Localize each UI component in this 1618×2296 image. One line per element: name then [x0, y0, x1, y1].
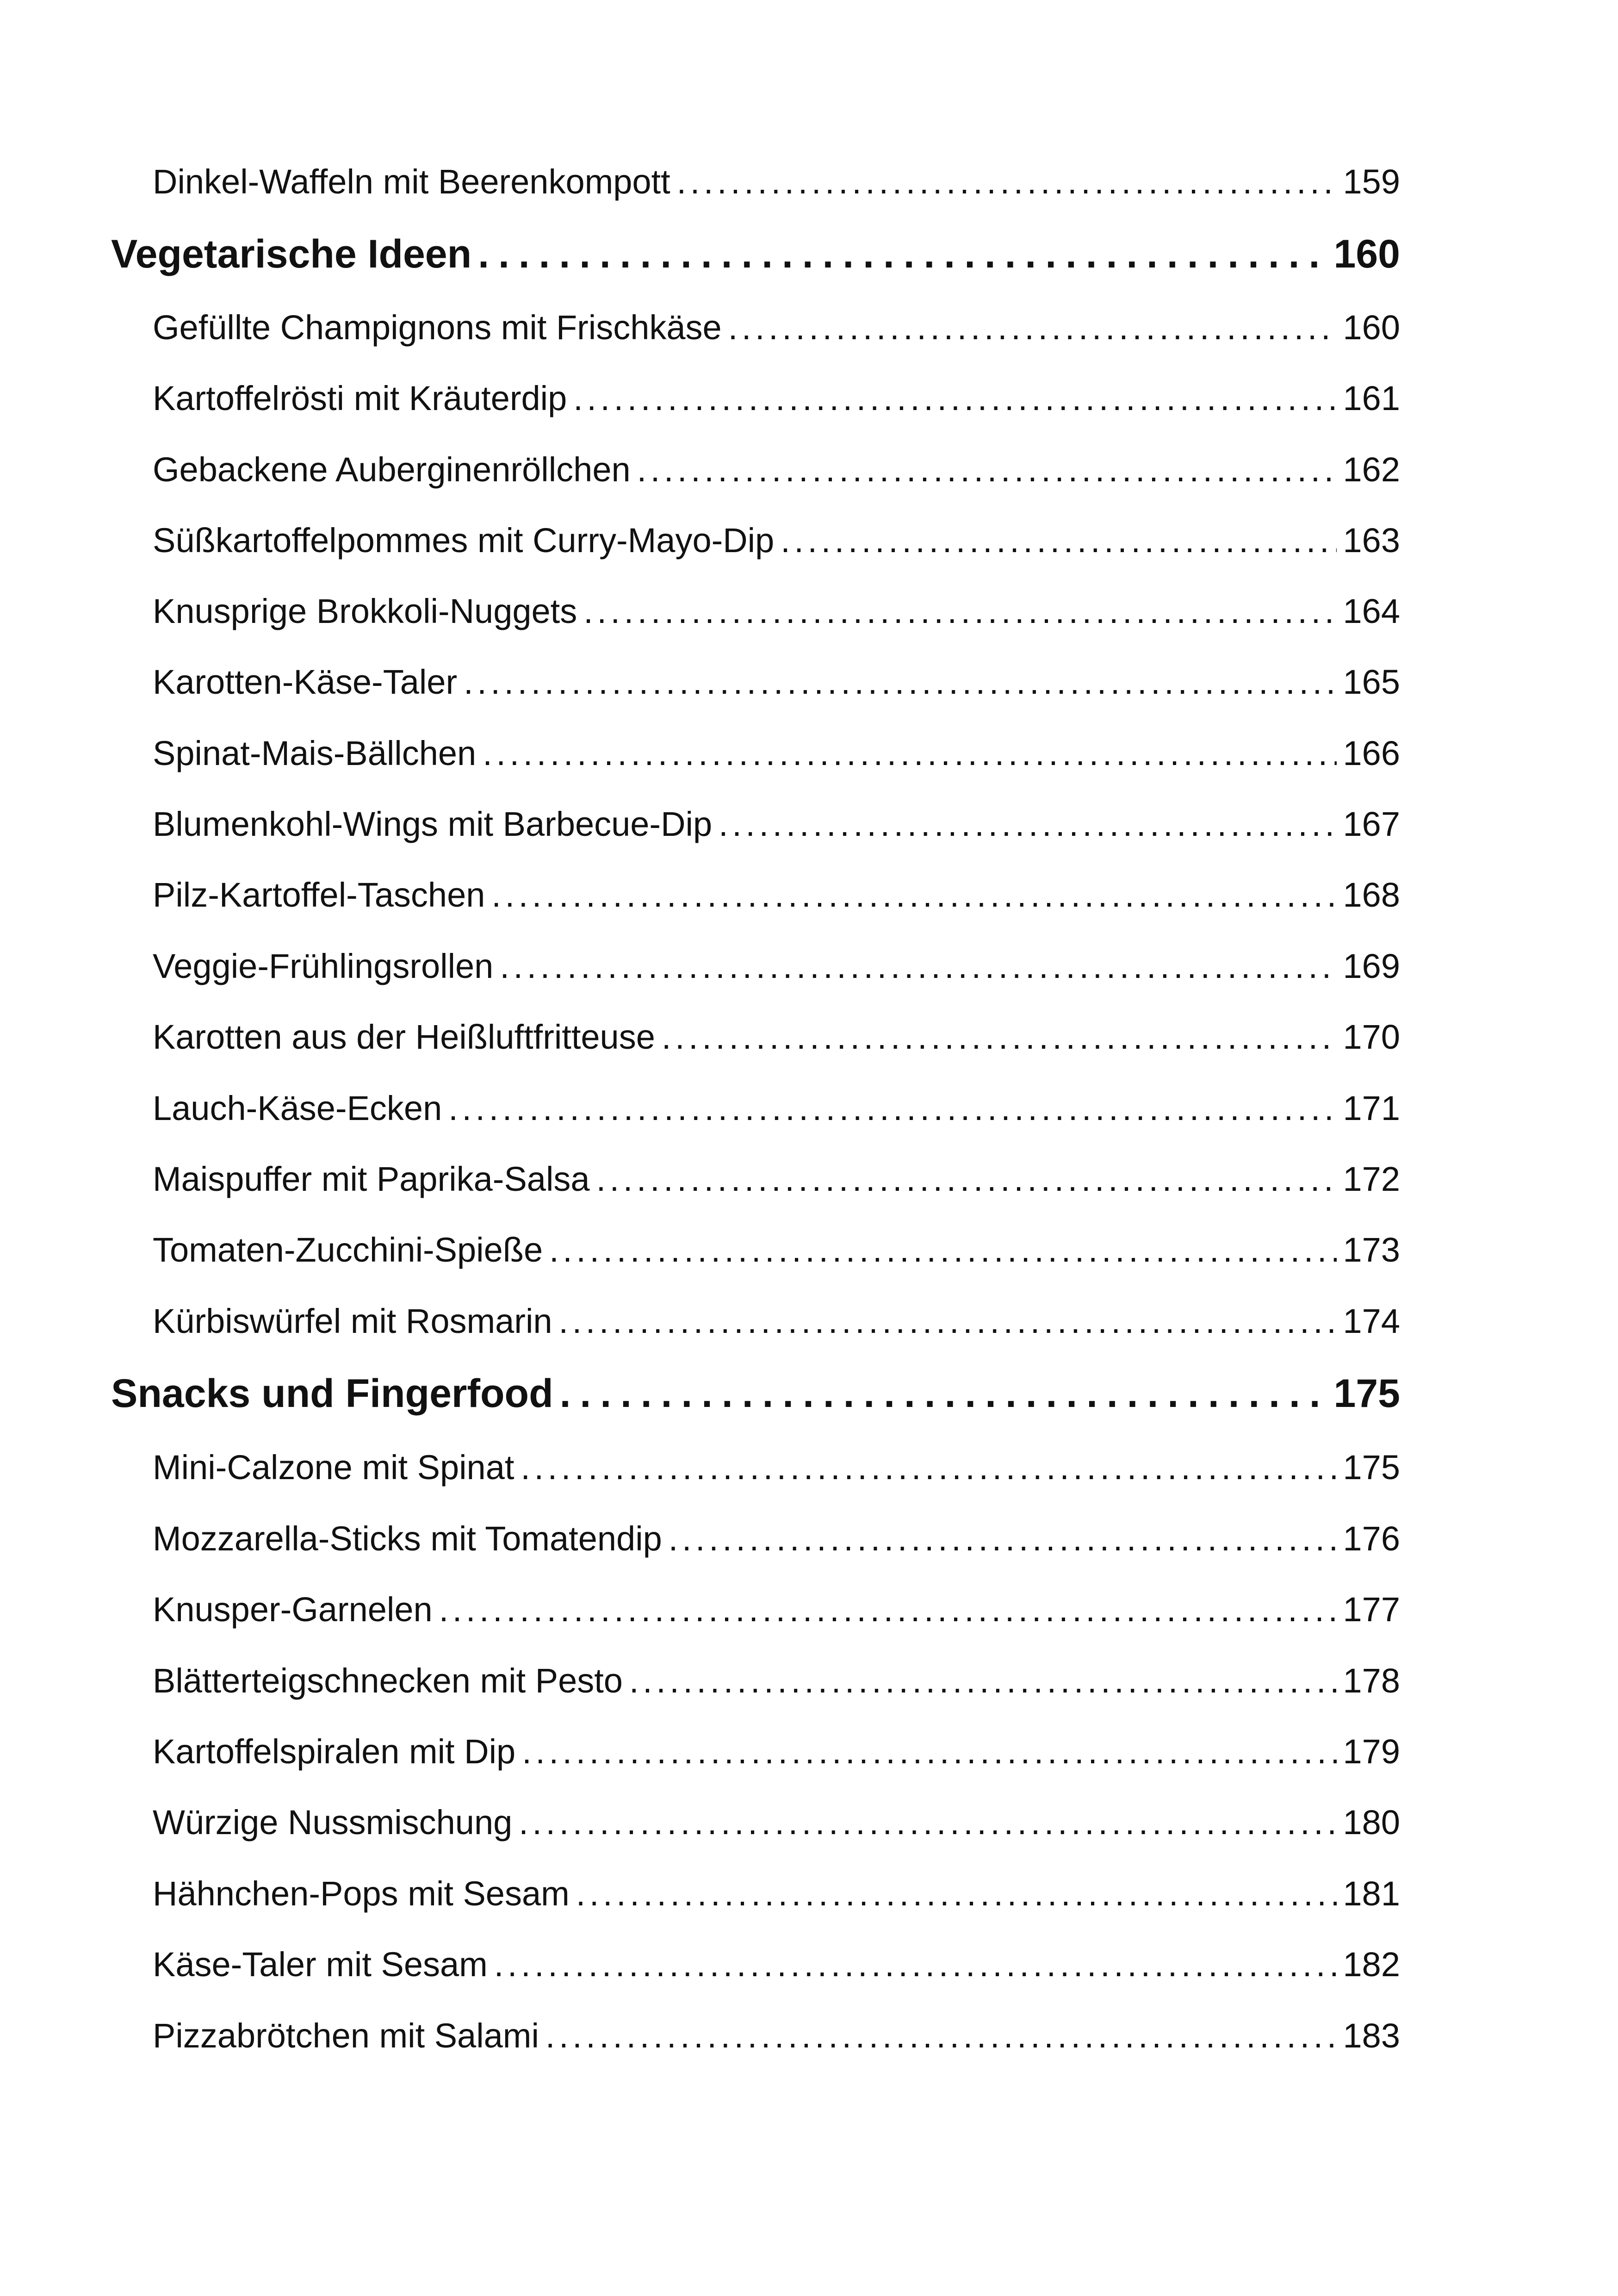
dot-leader — [583, 591, 1336, 631]
toc-entry-page: 162 — [1343, 450, 1400, 489]
toc-entry-title: Dinkel-Waffeln mit Beerenkompott — [153, 162, 670, 201]
toc-entry-title: Käse-Taler mit Sesam — [153, 1945, 488, 1984]
toc-entry-title: Knusper-Garnelen — [153, 1590, 433, 1629]
toc-entry-page: 181 — [1343, 1874, 1400, 1913]
toc-entry[interactable] — [153, 450, 1400, 489]
toc-entry[interactable] — [153, 1519, 1400, 1558]
toc-entry-page: 182 — [1343, 1945, 1400, 1984]
toc-entry[interactable] — [153, 946, 1400, 986]
dot-leader — [439, 1590, 1337, 1629]
toc-entry[interactable] — [153, 308, 1400, 347]
toc-section-page: 160 — [1333, 232, 1400, 276]
toc-entry-title: Lauch-Käse-Ecken — [153, 1089, 442, 1127]
toc-entry-page: 169 — [1343, 947, 1400, 985]
toc-entry-title: Mozzarella-Sticks mit Tomatendip — [153, 1519, 662, 1558]
toc-entry[interactable] — [153, 1874, 1400, 1913]
dot-leader — [483, 734, 1336, 773]
toc-entry-title: Veggie-Frühlingsrollen — [153, 947, 494, 985]
dot-leader — [637, 450, 1337, 489]
toc-entry-page: 168 — [1343, 876, 1400, 914]
dot-leader — [519, 1803, 1336, 1842]
toc-entry-page: 177 — [1343, 1590, 1400, 1629]
toc-entry[interactable] — [153, 162, 1400, 201]
toc-entry-page: 170 — [1343, 1018, 1400, 1056]
toc-entry-page: 159 — [1343, 162, 1400, 201]
dot-leader — [464, 662, 1336, 702]
toc-entry[interactable] — [153, 662, 1400, 702]
dot-leader — [478, 231, 1327, 277]
toc-entry-title: Gebackene Auberginenröllchen — [153, 450, 631, 489]
toc-entry[interactable] — [153, 875, 1400, 915]
dot-leader — [596, 1159, 1337, 1199]
toc-section-heading[interactable] — [111, 231, 1400, 277]
dot-leader — [781, 521, 1336, 560]
dot-leader — [728, 308, 1337, 347]
toc-entry[interactable] — [153, 379, 1400, 418]
toc-entry[interactable] — [153, 1230, 1400, 1269]
toc-entry-title: Spinat-Mais-Bällchen — [153, 734, 477, 772]
toc-entry-page: 178 — [1343, 1661, 1400, 1700]
toc-entry-title: Blumenkohl-Wings mit Barbecue-Dip — [153, 805, 713, 843]
toc-section-title: Vegetarische Ideen — [111, 232, 472, 276]
dot-leader — [522, 1732, 1336, 1771]
toc-entry-page: 160 — [1343, 308, 1400, 347]
dot-leader — [546, 2016, 1337, 2055]
dot-leader — [719, 804, 1336, 844]
toc-entry-page: 164 — [1343, 592, 1400, 630]
toc-entry[interactable] — [153, 734, 1400, 773]
toc-entry-page: 171 — [1343, 1089, 1400, 1127]
toc-entry-title: Karotten-Käse-Taler — [153, 663, 458, 701]
toc-entry[interactable] — [153, 591, 1400, 631]
toc-entry-title: Maispuffer mit Paprika-Salsa — [153, 1160, 590, 1198]
toc-entry-title: Gefüllte Champignons mit Frischkäse — [153, 308, 722, 347]
dot-leader — [500, 946, 1336, 986]
toc-entry-title: Knusprige Brokkoli-Nuggets — [153, 592, 577, 630]
toc-entry-title: Hähnchen-Pops mit Sesam — [153, 1874, 570, 1913]
dot-leader — [448, 1089, 1336, 1128]
toc-entry[interactable] — [153, 1590, 1400, 1629]
dot-leader — [560, 1371, 1327, 1417]
dot-leader — [549, 1230, 1336, 1269]
toc-entry[interactable] — [153, 1017, 1400, 1057]
toc-entry[interactable] — [153, 1732, 1400, 1771]
toc-section-page: 175 — [1333, 1371, 1400, 1416]
dot-leader — [662, 1017, 1337, 1057]
toc-entry-title: Kartoffelspiralen mit Dip — [153, 1732, 516, 1771]
toc-entry-page: 163 — [1343, 521, 1400, 560]
dot-leader — [491, 875, 1336, 915]
toc-entry-page: 183 — [1343, 2016, 1400, 2055]
toc-entry-page: 161 — [1343, 379, 1400, 417]
dot-leader — [521, 1448, 1336, 1487]
dot-leader — [573, 379, 1336, 418]
toc-entry[interactable] — [153, 2016, 1400, 2055]
toc-entry[interactable] — [153, 1159, 1400, 1199]
toc-entry[interactable] — [153, 1945, 1400, 1984]
toc-entry-page: 167 — [1343, 805, 1400, 843]
toc-entry-page: 174 — [1343, 1302, 1400, 1340]
toc-entry-title: Pizzabrötchen mit Salami — [153, 2016, 539, 2055]
toc-entry-title: Blätterteigschnecken mit Pesto — [153, 1661, 623, 1700]
toc-entry-title: Mini-Calzone mit Spinat — [153, 1448, 515, 1487]
toc-section-title: Snacks und Fingerfood — [111, 1371, 553, 1416]
toc-entry[interactable] — [153, 1803, 1400, 1842]
toc-entry[interactable] — [153, 1301, 1400, 1341]
toc-entry-page: 179 — [1343, 1732, 1400, 1771]
toc-entry-title: Kartoffelrösti mit Kräuterdip — [153, 379, 567, 417]
toc-entry-title: Pilz-Kartoffel-Taschen — [153, 876, 485, 914]
dot-leader — [576, 1874, 1337, 1913]
toc-entry-title: Würzige Nussmischung — [153, 1803, 513, 1842]
toc-entry[interactable] — [153, 804, 1400, 844]
toc-entry-page: 165 — [1343, 663, 1400, 701]
toc-entry-title: Karotten aus der Heißluftfritteuse — [153, 1018, 655, 1056]
toc-entry-title: Tomaten-Zucchini-Spieße — [153, 1231, 543, 1269]
toc-entry-page: 166 — [1343, 734, 1400, 772]
toc-entry[interactable] — [153, 521, 1400, 560]
dot-leader — [677, 162, 1337, 201]
dot-leader — [559, 1301, 1337, 1341]
toc-entry-page: 176 — [1343, 1519, 1400, 1558]
toc-entry-title: Kürbiswürfel mit Rosmarin — [153, 1302, 552, 1340]
dot-leader — [494, 1945, 1337, 1984]
toc-entry-page: 173 — [1343, 1231, 1400, 1269]
toc-entry-page: 172 — [1343, 1160, 1400, 1198]
toc-entry-title: Süßkartoffelpommes mit Curry-Mayo-Dip — [153, 521, 775, 560]
toc-entry-page: 175 — [1343, 1448, 1400, 1487]
toc-entry[interactable] — [153, 1448, 1400, 1487]
toc-entry[interactable] — [153, 1661, 1400, 1700]
toc-entry-page: 180 — [1343, 1803, 1400, 1842]
dot-leader — [669, 1519, 1337, 1558]
dot-leader — [629, 1661, 1337, 1700]
toc-section-heading[interactable] — [111, 1371, 1400, 1417]
toc-entry[interactable] — [153, 1089, 1400, 1128]
